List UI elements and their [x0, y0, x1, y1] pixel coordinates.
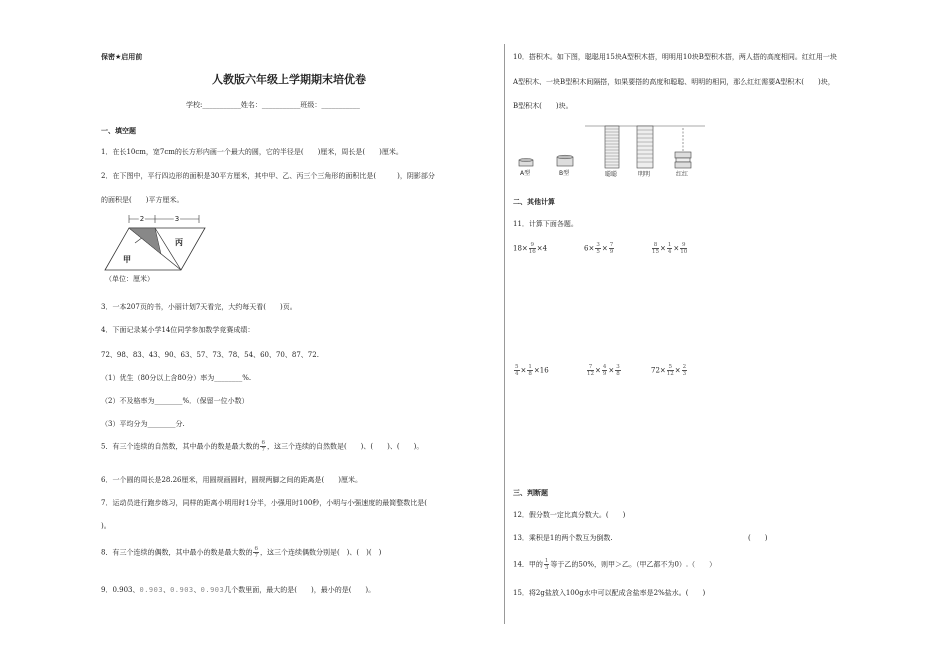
fraction — [667, 364, 674, 377]
fraction — [680, 242, 687, 255]
fraction-numerator: 3 — [616, 364, 620, 370]
question-14 — [513, 558, 716, 571]
calc-text: × — [601, 244, 608, 253]
calc-text: 72× — [651, 366, 666, 375]
fraction-numerator: 9 — [530, 242, 535, 248]
fraction — [253, 546, 259, 559]
stack-honghong — [675, 128, 691, 168]
fraction — [514, 364, 520, 377]
section-fill-blank: 一、填空题 — [101, 127, 136, 135]
question-2-line2: 的面积是( )平方厘米。 — [101, 196, 184, 204]
question-11: 11．计算下面各题。 — [513, 220, 578, 228]
fraction-numerator: 2 — [682, 364, 687, 370]
blocks-figure — [513, 120, 708, 182]
question-5-text-a: 5．有三个连续的自然数，其中最小的数是最大数的 — [101, 442, 260, 451]
fraction-numerator: 6 — [254, 546, 258, 552]
question-5-text-b: ，这三个连续的自然数是( )、( )、( )。 — [266, 442, 424, 451]
fraction-denominator: 4 — [515, 371, 519, 377]
question-10-line2: A型积木、一块B型积木间隔搭，如果要搭的高度和聪聪、明明的相同，那么红红需要A型积木( )块， — [513, 78, 835, 86]
calc-text: × — [660, 244, 666, 253]
question-9-text-a: 9．0.903、 — [101, 586, 140, 594]
fraction-numerator: 4 — [602, 364, 607, 370]
fraction — [527, 364, 533, 377]
shaded-region — [129, 228, 161, 254]
calc-text: × — [608, 366, 615, 375]
confidential-label: 保密★启用前 — [101, 53, 143, 61]
fraction-denominator: 16 — [528, 249, 536, 255]
fraction-numerator: 1 — [667, 242, 672, 248]
fraction — [595, 242, 601, 255]
parallelogram-figure — [101, 212, 211, 284]
dim-label-left: 2 — [139, 215, 145, 223]
fraction-denominator: 15 — [652, 249, 659, 255]
fraction — [609, 242, 615, 255]
label-congcong: 聪聪 — [605, 171, 618, 178]
calc-text: ×4 — [536, 244, 548, 253]
question-14-text-a: 14．甲的 — [513, 560, 543, 569]
question-14-text-b: 等于乙的50%，则甲＞乙。（甲乙都不为0）.（ ） — [550, 560, 717, 569]
fraction — [587, 364, 594, 377]
fraction-denominator: 4 — [667, 249, 672, 255]
fraction — [682, 364, 688, 377]
question-4-part3: （3）平均分为________分. — [101, 420, 185, 428]
repeating-decimal: 0.903 — [170, 586, 194, 594]
fraction-numerator: 5 — [668, 364, 673, 370]
question-10-line1: 10．搭积木。如下图，聪聪用15块A型积木搭，明明用10块B型积木搭，两人搭的高度相同。红红用一块 — [513, 53, 837, 61]
fraction — [602, 364, 608, 377]
fraction-denominator: 10 — [680, 249, 688, 255]
dim-label-right: 3 — [174, 215, 180, 223]
question-4-scores: 72、98、83、43、90、63、57、73、78、54、60、70、87、72. — [101, 351, 319, 359]
question-8 — [101, 546, 381, 559]
fraction-denominator: 9 — [602, 371, 607, 377]
question-15: 15．将2g盐放入100g水中可以配成含盐率是2%盐水。( ) — [513, 589, 706, 597]
label-bing: 丙 — [175, 238, 183, 247]
fraction-denominator: 3 — [544, 565, 549, 571]
fraction-denominator: 8 — [616, 371, 620, 377]
fraction — [544, 558, 550, 571]
fraction-denominator: 12 — [587, 371, 594, 377]
fraction-numerator: 5 — [515, 364, 519, 370]
column-divider — [504, 44, 505, 624]
fraction-numerator: 7 — [588, 364, 593, 370]
question-6: 6．一个圆的周长是28.26厘米，用圆规画圆时，圆规两脚之间的距离是( )厘米。 — [101, 476, 362, 484]
fraction-numerator: 8 — [653, 242, 658, 248]
question-3: 3．一本207页的书，小丽计划7天看完，大约每天看( )页。 — [101, 303, 297, 311]
stack-mingming — [637, 126, 653, 168]
question-13: 13．乘积是1的两个数互为倒数. — [513, 534, 613, 542]
calc-text: 6× — [584, 244, 595, 253]
question-7-line2: )。 — [101, 522, 111, 530]
fraction-numerator: 7 — [609, 242, 614, 248]
calc-text: 18× — [513, 244, 528, 253]
calc-4 — [513, 364, 549, 377]
fraction-denominator: 9 — [609, 249, 614, 255]
fraction-denominator: 7 — [261, 447, 265, 453]
question-9: 9．0.903、0.903、0.903、0.903几个数里面，最大的是( )，最小的是( )。 — [101, 586, 376, 594]
question-5 — [101, 440, 423, 453]
fraction — [529, 242, 536, 255]
stack-congcong — [605, 126, 619, 168]
page-title: 人教版六年级上学期期末培优卷 — [212, 73, 366, 86]
fraction-numerator: 9 — [682, 242, 686, 248]
repeating-decimal: 0.903 — [200, 586, 225, 594]
fraction-denominator: 5 — [596, 249, 600, 255]
block-b-icon — [557, 155, 573, 166]
question-4: 4．下面记录某小学14位同学参加数学竞赛成绩： — [101, 326, 255, 334]
question-7-line1: 7．运动员进行跑步练习，同样的距离小明用时1分半，小强用时100秒，小明与小强速度的最简整数比是( — [101, 499, 427, 507]
fraction — [260, 440, 266, 453]
calc-text: × — [520, 366, 527, 375]
question-1: 1．在长10cm，宽7cm的长方形内画一个最大的圆，它的半径是( )厘米，周长是( )厘米。 — [101, 148, 403, 156]
repeating-decimal: 0.903 — [139, 586, 164, 594]
question-2-line1: 2．在下图中，平行四边形的面积是30平方厘米，其中甲、乙、丙三个三角形的面积比是( )，阴影部分 — [101, 172, 435, 180]
question-13-answer: ( ) — [748, 534, 768, 542]
fraction-denominator: 8 — [528, 371, 532, 377]
student-info-line: 学校:___________姓名：___________班级：___________ — [186, 101, 360, 109]
label-mingming: 明明 — [638, 171, 651, 178]
fraction — [667, 242, 673, 255]
fraction-denominator: 12 — [666, 371, 674, 377]
fraction-denominator: 7 — [254, 553, 258, 559]
label-jia: 甲 — [123, 255, 131, 264]
fraction-numerator: 1 — [528, 364, 532, 370]
fraction — [615, 364, 621, 377]
unit-label: （单位：厘米） — [105, 275, 154, 283]
fraction-numerator: 3 — [596, 242, 600, 248]
fraction-numerator: 1 — [544, 558, 549, 564]
calc-5 — [586, 364, 622, 377]
fraction — [652, 242, 659, 255]
calc-text: × — [595, 366, 601, 375]
fraction-numerator: 6 — [261, 440, 265, 446]
block-a-icon — [519, 159, 533, 167]
question-12: 12．假分数一定比真分数大。( ) — [513, 511, 626, 519]
question-4-part2: （2）不及格率为________%．（保留一位小数） — [101, 397, 249, 405]
question-4-part1: （1）优生（80分以上含80分）率为________%. — [101, 374, 252, 382]
calc-text: × — [674, 366, 681, 375]
calc-text: ×16 — [533, 366, 549, 375]
section-other-calc: 二、其他计算 — [513, 198, 555, 206]
label-honghong: 红红 — [676, 171, 689, 178]
label-b: B型 — [559, 170, 570, 177]
calc-6 — [651, 364, 688, 377]
calc-3 — [651, 242, 688, 255]
section-true-false: 三、判断题 — [513, 489, 548, 497]
calc-1 — [513, 242, 547, 255]
label-a: A型 — [520, 170, 531, 177]
question-8-text-a: 8．有三个连续的偶数，其中最小的数是最大数的 — [101, 548, 253, 557]
calc-text: × — [673, 244, 680, 253]
calc-2 — [584, 242, 615, 255]
fraction-denominator: 3 — [682, 371, 687, 377]
question-10-line3: B型积木( )块。 — [513, 102, 573, 110]
question-9-text-b: 几个数里面，最大的是( )，最小的是( )。 — [224, 586, 376, 594]
question-8-text-b: ，这三个连续偶数分别是( )、( )( ) — [259, 548, 382, 557]
